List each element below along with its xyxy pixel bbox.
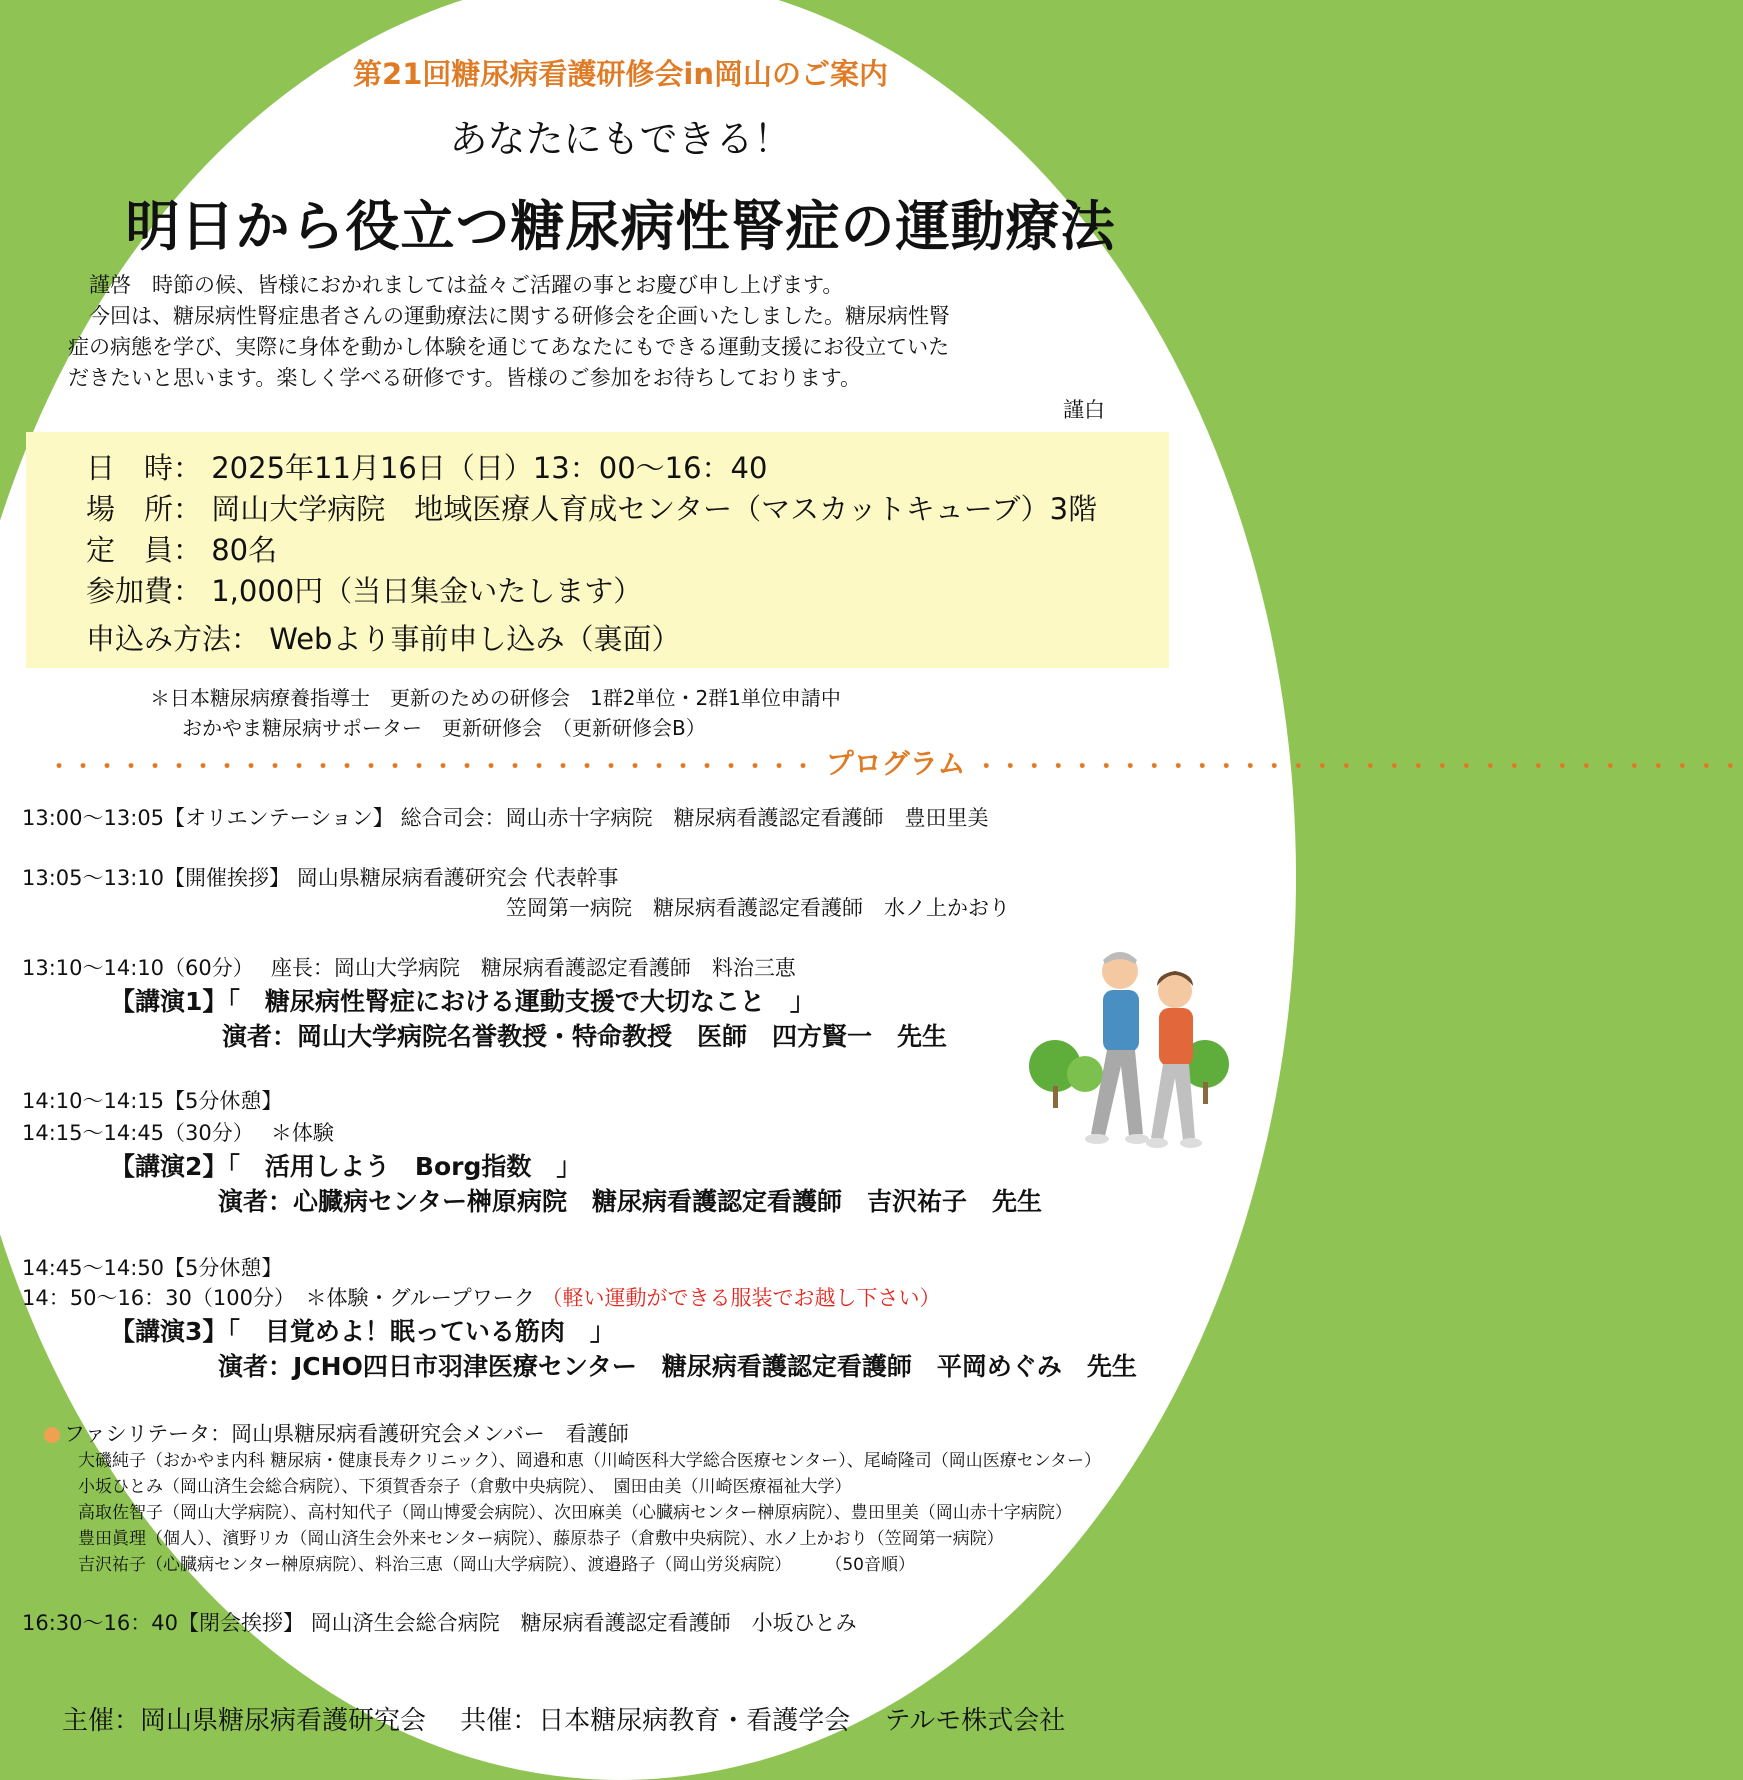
schedule-opening: 13:05～13:10【開催挨拶】 岡山県糖尿病看護研究会 代表幹事 — [22, 866, 619, 890]
fee-row — [86, 569, 642, 610]
intro-line: 謹啓 時節の候、皆様におかれましては益々ご活躍の事とお慶び申し上げます。 — [68, 273, 844, 297]
capacity-label: 定 員： — [86, 533, 203, 567]
place-row — [86, 487, 1097, 528]
schedule-orientation: 13:00～13:05【オリエンテーション】 総合司会：岡山赤十字病院 糖尿病看護認定看護師 豊田里美 — [22, 806, 989, 830]
schedule-break1: 14:10～14:15【5分休憩】 — [22, 1089, 283, 1113]
man-shirt-icon — [1103, 990, 1139, 1052]
lecture2-title: 【講演2】「 活用しよう Borg指数 」 — [110, 1152, 582, 1181]
facilitator-list — [78, 1448, 1101, 1578]
intro-line: だきたいと思います。楽しく学べる研修です。皆様のご参加をお待ちしております。 — [68, 366, 861, 390]
program-heading-text: プログラム — [825, 747, 966, 780]
facilitator-line: 吉沢祐子（心臓病センター榊原病院）、料治三恵（岡山大学病院）、渡邉路子（岡山労災病院） （50音順） — [78, 1555, 915, 1575]
lecture3-speaker: 演者：JCHO四日市羽津医療センター 糖尿病看護認定看護師 平岡めぐみ 先生 — [218, 1352, 1137, 1381]
place-label: 場 所： — [86, 492, 203, 526]
facilitator-line: 高取佐智子（岡山大学病院）、高村知代子（岡山博愛会病院）、次田麻美（心臓病センター榊原病院）、豊田里美（岡山赤十字病院） — [78, 1503, 1072, 1523]
woman-shirt-icon — [1159, 1008, 1193, 1066]
facilitator-line: 大磯純子（おかやま内科 糖尿病・健康長寿クリニック）、岡邉和恵（川崎医科大学総合医療センター）、尾崎隆司（岡山医療センター） — [78, 1451, 1102, 1471]
schedule-closing: 16:30～16：40【閉会挨拶】 岡山済生会総合病院 糖尿病看護認定看護師 小坂ひとみ — [22, 1611, 857, 1635]
session3-time: 14：50～16：30（100分） ＊体験・グループワーク — [22, 1286, 535, 1310]
subtitle: あなたにもできる！ — [449, 117, 792, 161]
facilitator-line: 小坂ひとみ（岡山済生会総合病院）、下須賀香奈子（倉敷中央病院）、 園田由美（川崎医療福祉大学） — [78, 1477, 852, 1497]
schedule-break2: 14:45～14:50【5分休憩】 — [22, 1256, 283, 1280]
organizers-footer: 主催：岡山県糖尿病看護研究会 共催：日本糖尿病教育・看護学会 テルモ株式会社 — [62, 1706, 1066, 1736]
capacity-row — [86, 528, 277, 569]
schedule-session3 — [22, 1282, 940, 1312]
capacity-value: 80名 — [211, 533, 278, 567]
lecture1-title: 【講演1】「 糖尿病性腎症における運動支援で大切なこと 」 — [110, 987, 815, 1016]
dotted-divider-left: ・・・・・・・・・・・・・・・・・・・・・・・・・・・・・・・・ — [48, 754, 817, 780]
bullet-icon — [44, 1427, 60, 1443]
apply-label: 申込み方法： — [86, 622, 261, 656]
apply-value: Webより事前申し込み（裏面） — [269, 622, 681, 656]
facilitator-heading — [44, 1418, 629, 1448]
schedule-session1: 13:10～14:10（60分） 座長：岡山大学病院 糖尿病看護認定看護師 料治三恵 — [22, 956, 796, 980]
intro-line: 今回は、糖尿病性腎症患者さんの運動療法に関する研修会を企画いたしました。糖尿病性腎 — [68, 304, 950, 328]
event-title: 第21回糖尿病看護研修会in岡山のご案内 — [353, 57, 888, 91]
lecture2-speaker: 演者：心臓病センター榊原病院 糖尿病看護認定看護師 吉沢祐子 先生 — [218, 1187, 1043, 1216]
program-heading — [48, 742, 1743, 782]
lecture1-speaker: 演者：岡山大学病院名誉教授・特命教授 医師 四方賢一 先生 — [222, 1022, 948, 1051]
facilitator-line: 豊田眞理（個人）、濱野リカ（岡山済生会外来センター病院）、藤原恭子（倉敷中央病院）、水ノ上かおり（笠岡第一病院） — [78, 1529, 1004, 1549]
tree-icon — [1067, 1056, 1103, 1092]
facilitator-heading-text: ファシリテータ：岡山県糖尿病看護研究会メンバー 看護師 — [64, 1422, 629, 1446]
date-label: 日 時： — [86, 451, 203, 485]
schedule-session2: 14:15～14:45（30分） ＊体験 — [22, 1121, 334, 1145]
session3-note: （軽い運動ができる服装でお越し下さい） — [541, 1286, 941, 1310]
date-value: 2025年11月16日（日）13：00～16：40 — [211, 451, 768, 485]
fee-value: 1,000円（当日集金いたします） — [211, 574, 643, 608]
lecture3-title: 【講演3】「 目覚めよ！眠っている筋肉 」 — [110, 1317, 615, 1346]
info-box — [26, 432, 1169, 668]
intro-text — [68, 270, 950, 394]
walking-couple-illustration — [1025, 946, 1235, 1156]
closing-salutation: 謹白 — [1063, 398, 1105, 422]
dotted-divider-right: ・・・・・・・・・・・・・・・・・・・・・・・・・・・・・・・・ — [975, 754, 1743, 780]
apply-row — [86, 617, 680, 658]
date-row — [86, 446, 767, 487]
credit-note-2: おかやま糖尿病サポーター 更新研修会 （更新研修会B） — [182, 716, 706, 740]
fee-label: 参加費： — [86, 574, 203, 608]
woman-pants-icon — [1151, 1064, 1195, 1140]
place-value: 岡山大学病院 地域医療人育成センター（マスカットキューブ）3階 — [211, 492, 1098, 526]
credit-note-1: ＊日本糖尿病療養指導士 更新のための研修会 1群2単位・2群1単位申請中 — [150, 686, 841, 710]
schedule-opening-speaker: 笠岡第一病院 糖尿病看護認定看護師 水ノ上かおり — [506, 896, 1010, 920]
main-title: 明日から役立つ糖尿病性腎症の運動療法 — [125, 195, 1116, 258]
intro-line: 症の病態を学び、実際に身体を動かし体験を通じてあなたにもできる運動支援にお役立ていた — [68, 335, 950, 359]
